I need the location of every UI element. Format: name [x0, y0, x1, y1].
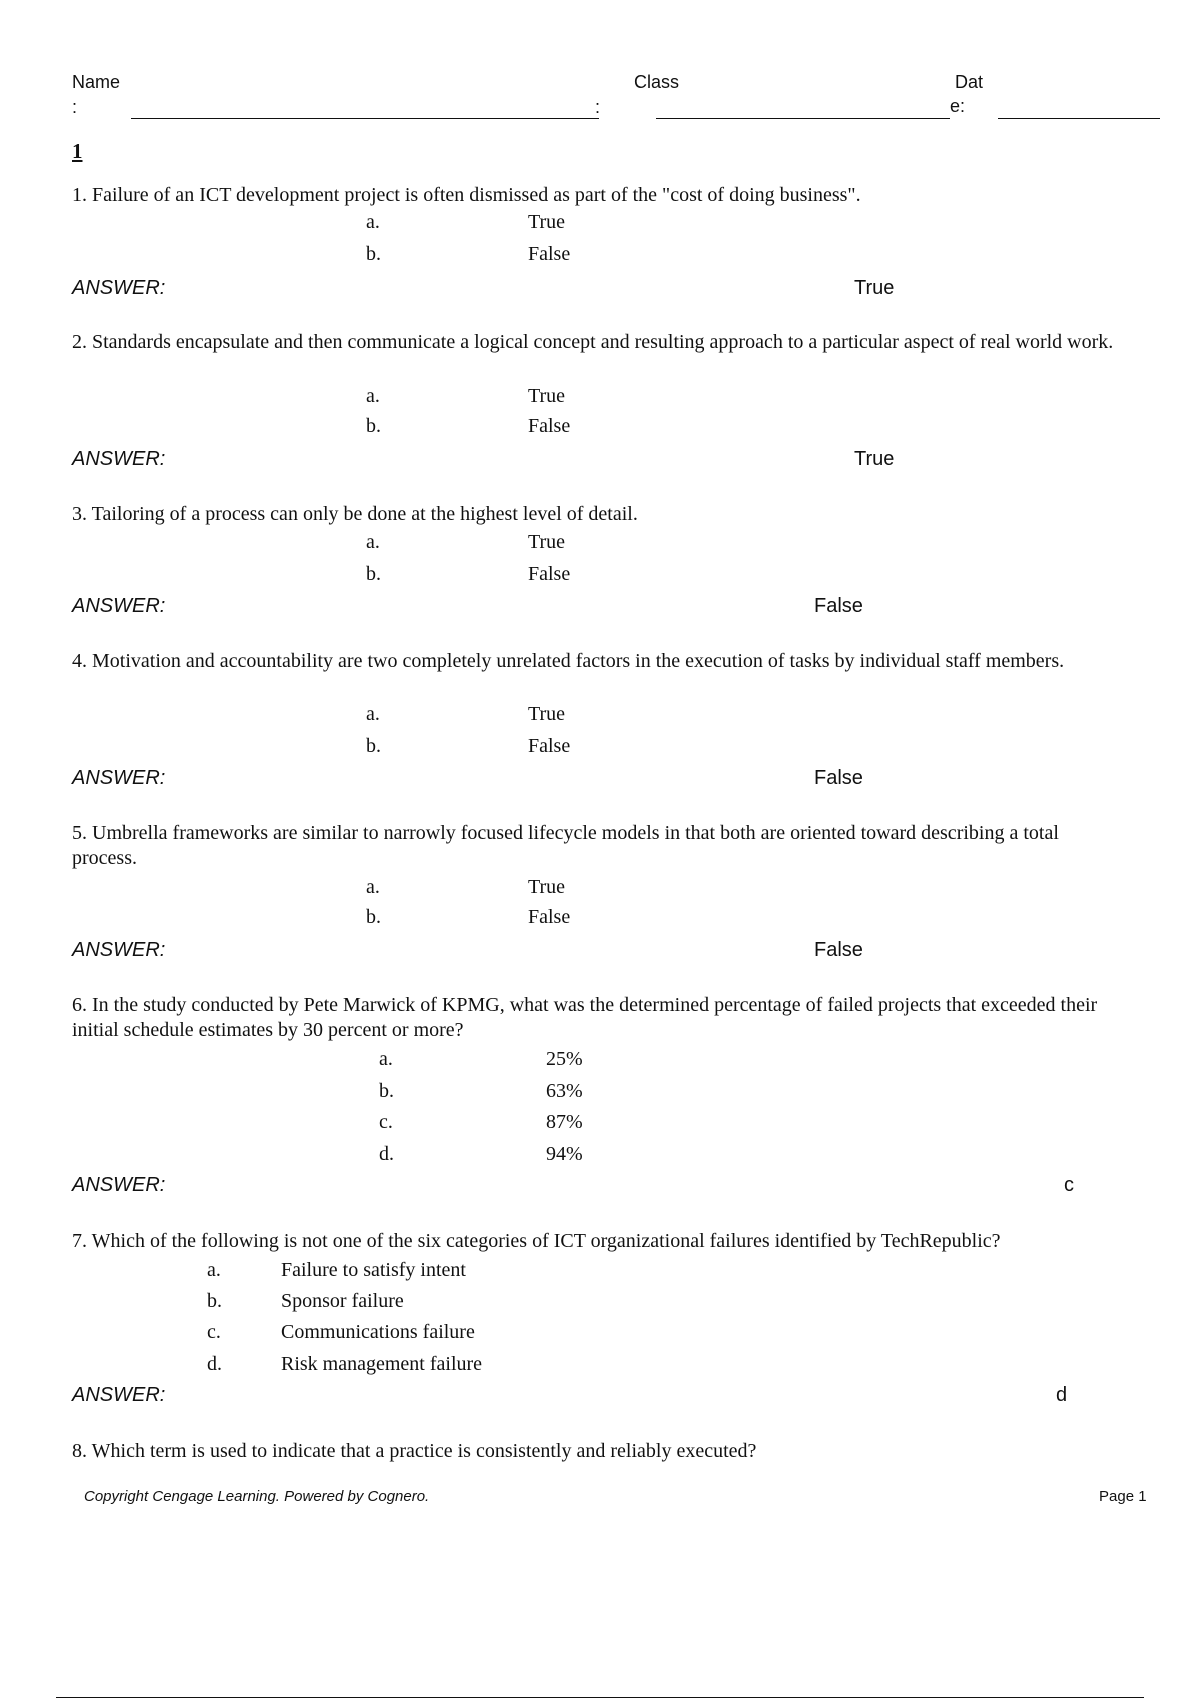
option-text: Communications failure	[281, 1321, 475, 1343]
question-text: 4. Motivation and accountability are two completely unrelated factors in the execution of tasks by individual staff members.	[72, 650, 1065, 672]
section-number: 1	[72, 139, 83, 163]
question-text: 1. Failure of an ICT development project is often dismissed as part of the "cost of doing business".	[72, 184, 861, 206]
option-letter: c.	[207, 1321, 221, 1343]
answer-label: ANSWER:	[72, 448, 166, 470]
option-text: 94%	[546, 1143, 583, 1165]
option-text: Sponsor failure	[281, 1290, 404, 1312]
answer-label: ANSWER:	[72, 1174, 166, 1196]
option-letter: a.	[379, 1048, 393, 1070]
option-text: True	[528, 531, 566, 553]
option-letter: a.	[366, 211, 380, 233]
date-label-bottom: e:	[950, 96, 966, 116]
option-letter: b.	[366, 243, 381, 265]
option-letter: b.	[366, 563, 381, 585]
option-text: Risk management failure	[281, 1353, 483, 1375]
answer-value: c	[1064, 1174, 1074, 1196]
option-text: True	[528, 385, 566, 407]
date-label-top: Dat	[955, 72, 984, 92]
option-text: True	[528, 703, 566, 725]
option-text: False	[528, 415, 571, 437]
answer-value: False	[814, 595, 863, 617]
option-text: False	[528, 243, 571, 265]
question-text: 2. Standards encapsulate and then communicate a logical concept and resulting approach to a particular aspect of real world work.	[72, 331, 1114, 353]
option-letter: b.	[379, 1080, 394, 1102]
option-letter: a.	[207, 1259, 221, 1281]
option-letter: a.	[366, 385, 380, 407]
option-letter: a.	[366, 531, 380, 553]
question-text: 5. Umbrella frameworks are similar to narrowly focused lifecycle models in that both are oriented toward describing a total process.	[72, 822, 1059, 869]
option-text: True	[528, 211, 566, 233]
answer-label: ANSWER:	[72, 767, 166, 789]
question-text: 3. Tailoring of a process can only be done at the highest level of detail.	[72, 503, 638, 525]
option-text: Failure to satisfy intent	[281, 1259, 466, 1281]
option-letter: b.	[366, 906, 381, 928]
answer-value: False	[814, 939, 863, 961]
class-field[interactable]	[656, 118, 950, 119]
option-letter: c.	[379, 1111, 393, 1133]
answer-label: ANSWER:	[72, 277, 166, 299]
option-text: False	[528, 563, 571, 585]
name-label: Name	[72, 72, 121, 92]
answer-value: True	[854, 448, 895, 470]
answer-label: ANSWER:	[72, 595, 166, 617]
option-letter: b.	[366, 415, 381, 437]
answer-label: ANSWER:	[72, 939, 166, 961]
name-colon: :	[72, 97, 78, 117]
question-text: 8. Which term is used to indicate that a practice is consistently and reliably executed?	[72, 1440, 757, 1462]
question-text: 6. In the study conducted by Pete Marwick of KPMG, what was the determined percentage of failed projects that exceeded their initial schedule estimates by 30 percent or more?	[72, 994, 1098, 1041]
answer-value: d	[1056, 1384, 1068, 1406]
question-text: 7. Which of the following is not one of the six categories of ICT organizational failures identified by TechRepublic?	[72, 1230, 1001, 1252]
option-text: False	[528, 906, 571, 928]
option-letter: d.	[379, 1143, 394, 1165]
name-field[interactable]	[131, 118, 599, 119]
option-text: 25%	[546, 1048, 583, 1070]
class-colon: :	[595, 97, 601, 117]
answer-label: ANSWER:	[72, 1384, 166, 1406]
option-letter: d.	[207, 1353, 222, 1375]
class-label: Class	[634, 72, 680, 92]
option-text: False	[528, 735, 571, 757]
option-letter: a.	[366, 703, 380, 725]
answer-value: False	[814, 767, 863, 789]
option-letter: b.	[207, 1290, 222, 1312]
answer-value: True	[854, 277, 895, 299]
option-letter: a.	[366, 876, 380, 898]
footer-copyright: Copyright Cengage Learning. Powered by Cognero.	[84, 1488, 430, 1505]
option-text: 87%	[546, 1111, 583, 1133]
option-text: 63%	[546, 1080, 583, 1102]
option-text: True	[528, 876, 566, 898]
bottom-rule	[56, 1697, 1144, 1698]
date-field[interactable]	[998, 118, 1160, 119]
footer-page-number: Page 1	[1099, 1488, 1147, 1505]
option-letter: b.	[366, 735, 381, 757]
